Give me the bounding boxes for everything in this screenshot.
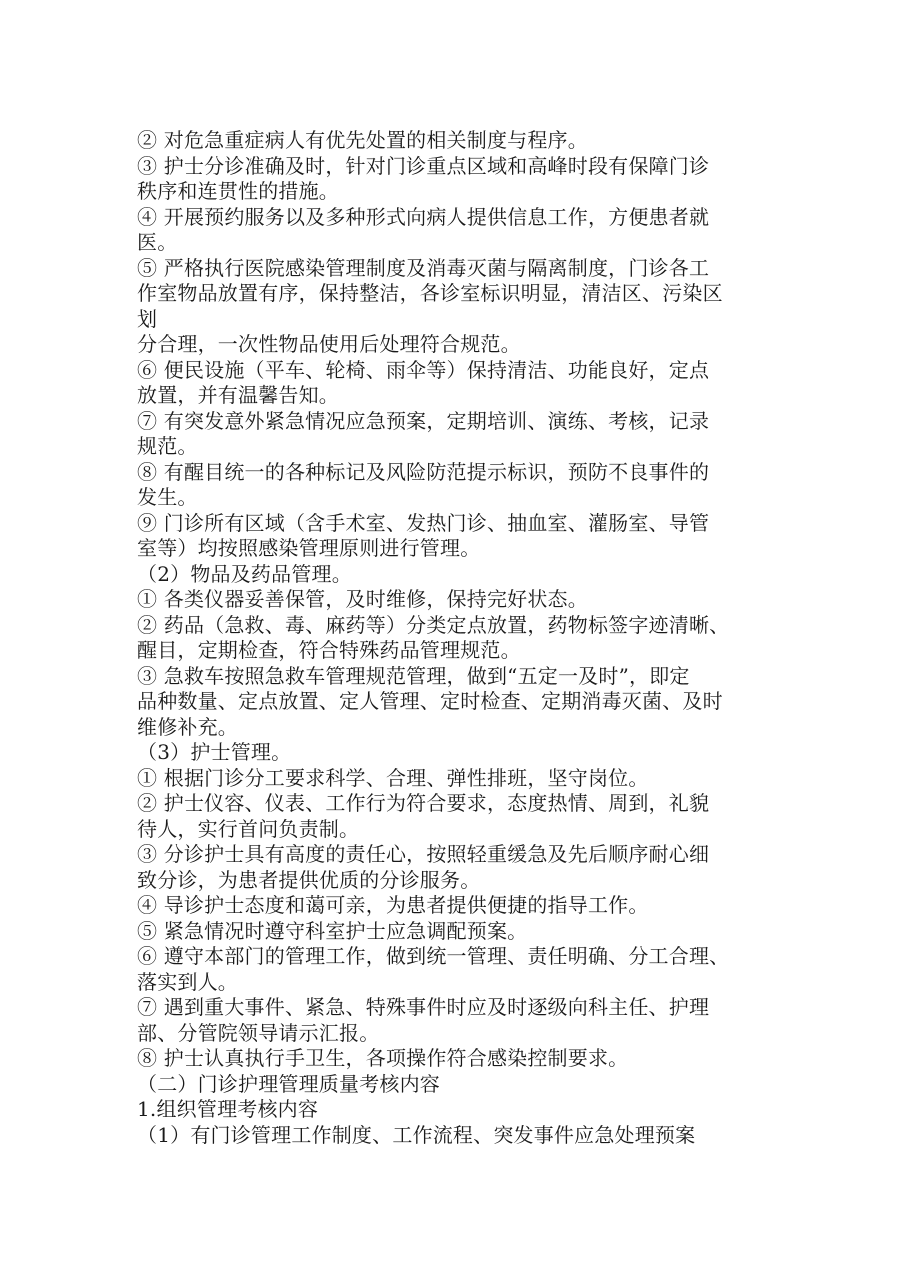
- section-heading: 1.组织管理考核内容: [137, 1097, 319, 1121]
- text-line: （1）有门诊管理工作制度、工作流程、突发事件应急处理预案: [137, 1122, 696, 1147]
- text-line: 致分诊，为患者提供优质的分诊服务。: [137, 867, 481, 892]
- text-line: ② 对危急重症病人有优先处置的相关制度与程序。: [137, 128, 588, 152]
- document-body: [137, 128, 777, 1148]
- text-line: 室等）均按照感染管理原则进行管理。: [137, 536, 481, 560]
- text-line: 划: [137, 306, 158, 331]
- text-line: ③ 急救车按照急救车管理规范管理，做到“五定一及时”，即定: [137, 663, 690, 688]
- text-line: 分合理，一次性物品使用后处理符合规范。: [137, 332, 521, 356]
- text-line: 发生。: [137, 485, 198, 509]
- section-heading: （3）护士管理。: [137, 740, 292, 764]
- text-line: ⑦ 有突发意外紧急情况应急预案，定期培训、演练、考核，记录: [137, 408, 710, 433]
- text-line: ⑤ 紧急情况时遵守科室护士应急调配预案。: [137, 918, 528, 943]
- text-line: 落实到人。: [137, 969, 238, 994]
- text-line: 品种数量、定点放置、定人管理、定时检查、定期消毒灭菌、及时: [137, 689, 723, 713]
- text-line: 秩序和连贯性的措施。: [137, 179, 339, 203]
- text-line: 部、分管院领导请示汇报。: [137, 1020, 380, 1045]
- text-line: ④ 导诊护士态度和蔼可亲，为患者提供便捷的指导工作。: [137, 893, 649, 917]
- text-line: ③ 分诊护士具有高度的责任心，按照轻重缓急及先后顺序耐心细: [137, 842, 710, 866]
- text-line: ① 各类仪器妥善保管，及时维修，保持完好状态。: [137, 587, 588, 611]
- text-line: 醒目，定期检查，符合特殊药品管理规范。: [137, 638, 521, 662]
- section-heading: （二）门诊护理管理质量考核内容: [137, 1071, 440, 1096]
- text-line: 维修补充。: [137, 714, 238, 739]
- text-line: 医。: [137, 230, 178, 254]
- text-line: ① 根据门诊分工要求科学、合理、弹性排班，坚守岗位。: [137, 765, 649, 790]
- text-line: 待人，实行首问负责制。: [137, 816, 360, 841]
- text-line: ④ 开展预约服务以及多种形式向病人提供信息工作，方便患者就: [137, 204, 710, 229]
- text-line: ⑤ 严格执行医院感染管理制度及消毒灭菌与隔离制度，门诊各工: [137, 255, 710, 280]
- text-line: ② 护士仪容、仪表、工作行为符合要求，态度热情、周到，礼貌: [137, 791, 710, 815]
- text-line: ② 药品（急救、毒、麻药等）分类定点放置，药物标签字迹清晰、: [137, 612, 730, 637]
- text-line: 作室物品放置有序，保持整洁，各诊室标识明显，清洁区、污染区: [137, 281, 723, 305]
- text-line: ⑨ 门诊所有区域（含手术室、发热门诊、抽血室、灌肠室、导管: [137, 510, 710, 535]
- text-line: ⑦ 遇到重大事件、紧急、特殊事件时应及时逐级向科主任、护理: [137, 995, 710, 1019]
- text-line: ⑥ 便民设施（平车、轮椅、雨伞等）保持清洁、功能良好，定点: [137, 357, 710, 382]
- text-line: 放置，并有温馨告知。: [137, 383, 339, 407]
- text-line: 规范。: [137, 434, 198, 458]
- text-line: ⑧ 护士认真执行手卫生，各项操作符合感染控制要求。: [137, 1046, 629, 1070]
- text-line: ⑥ 遵守本部门的管理工作，做到统一管理、责任明确、分工合理、: [137, 944, 730, 968]
- section-heading: （2）物品及药品管理。: [137, 561, 352, 586]
- text-line: ③ 护士分诊准确及时，针对门诊重点区域和高峰时段有保障门诊: [137, 153, 710, 178]
- text-line: ⑧ 有醒目统一的各种标记及风险防范提示标识，预防不良事件的: [137, 459, 710, 484]
